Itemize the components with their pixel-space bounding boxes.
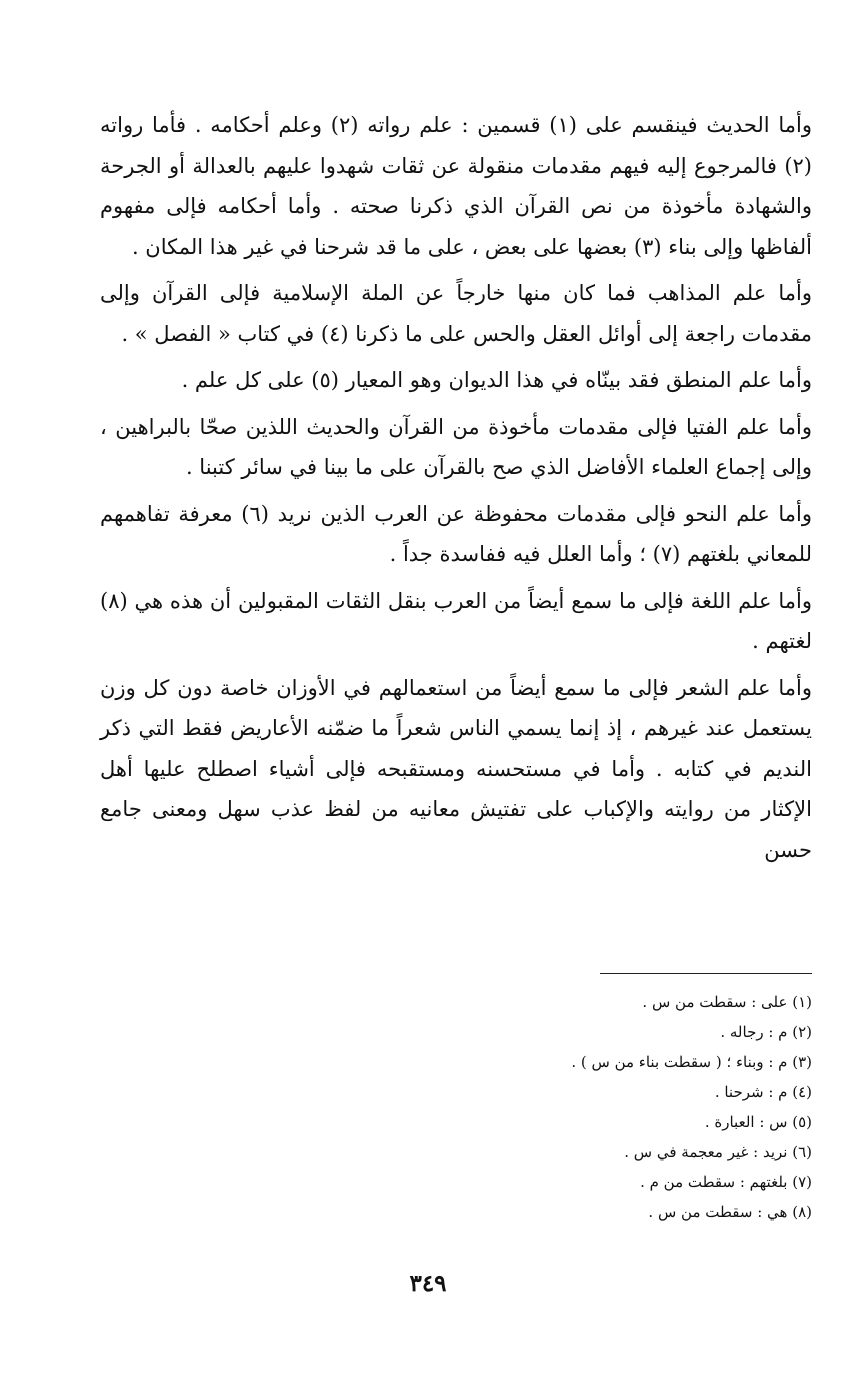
footnote-list bbox=[480, 987, 812, 1227]
footnote-6: (٦) نريد : غير معجمة في س . bbox=[624, 1143, 812, 1161]
footnote-2: (٢) م : رجاله . bbox=[720, 1023, 812, 1041]
footnote-divider bbox=[600, 973, 812, 974]
paragraph-shir: وأما علم الشعر فإلى ما سمع أيضاً من استعمالهم في الأوزان خاصة دون كل وزن يستعمل عند غيرهم ، إذ إنما يسمي الناس شعراً ما ضمّنه الأعاريض فقط التي ذكر النديم في كتابه . وأما في مستحسنه ومستقبحه فإلى أشياء اصطلح عليها أهل الإكثار من روايته والإكباب على تفتيش معانيه من لفظ عذب سهل ومعنى جامع حسن bbox=[100, 675, 812, 862]
footnote-3: (٣) م : وبناء ؛ ( سقطت بناء من س ) . bbox=[571, 1053, 812, 1071]
footnote-5: (٥) س : العبارة . bbox=[704, 1113, 812, 1131]
main-text bbox=[100, 105, 812, 876]
footnote-1: (١) على : سقطت من س . bbox=[642, 993, 812, 1011]
paragraph-mantiq: وأما علم المنطق فقد بينّاه في هذا الديوان وهو المعيار (٥) على كل علم . bbox=[181, 368, 812, 392]
footnote-8: (٨) هي : سقطت من س . bbox=[648, 1203, 812, 1221]
paragraph-lugha: وأما علم اللغة فإلى ما سمع أيضاً من العرب بنقل الثقات المقبولين أن هذه هي (٨) لغتهم . bbox=[100, 588, 812, 653]
paragraph-futya: وأما علم الفتيا فإلى مقدمات مأخوذة من القرآن والحديث اللذين صحّا بالبراهين ، وإلى إجماع العلماء الأفاضل الذي صح بالقرآن على ما بينا في سائر كتبنا . bbox=[100, 414, 812, 479]
footnote-4: (٤) م : شرحنا . bbox=[714, 1083, 812, 1101]
paragraph-hadith: وأما الحديث فينقسم على (١) قسمين : علم رواته (٢) وعلم أحكامه . فأما رواته (٢) فالمرجوع إليه فيهم مقدمات منقولة عن ثقات شهدوا عليهم بالعدالة أو الجرحة والشهادة مأخوذة من نص القرآن الذي ذكرنا صحته . وأما أحكامه فإلى مفهوم ألفاظها وإلى بناء (٣) بعضها على بعض ، على ما قد شرحنا في غير هذا المكان . bbox=[100, 113, 812, 259]
paragraph-madhahib: وأما علم المذاهب فما كان منها خارجاً عن الملة الإسلامية فإلى القرآن وإلى مقدمات راجعة إلى أوائل العقل والحس على ما ذكرنا (٤) في كتاب « الفصل » . bbox=[100, 281, 812, 346]
paragraph-nahw: وأما علم النحو فإلى مقدمات محفوظة عن العرب الذين نريد (٦) معرفة تفاهمهم للمعاني بلغتهم (٧) ؛ وأما العلل فيه ففاسدة جداً . bbox=[100, 501, 812, 566]
footnote-7: (٧) بلغتهم : سقطت من م . bbox=[640, 1173, 812, 1191]
page-number: ٣٤٩ bbox=[409, 1270, 447, 1297]
